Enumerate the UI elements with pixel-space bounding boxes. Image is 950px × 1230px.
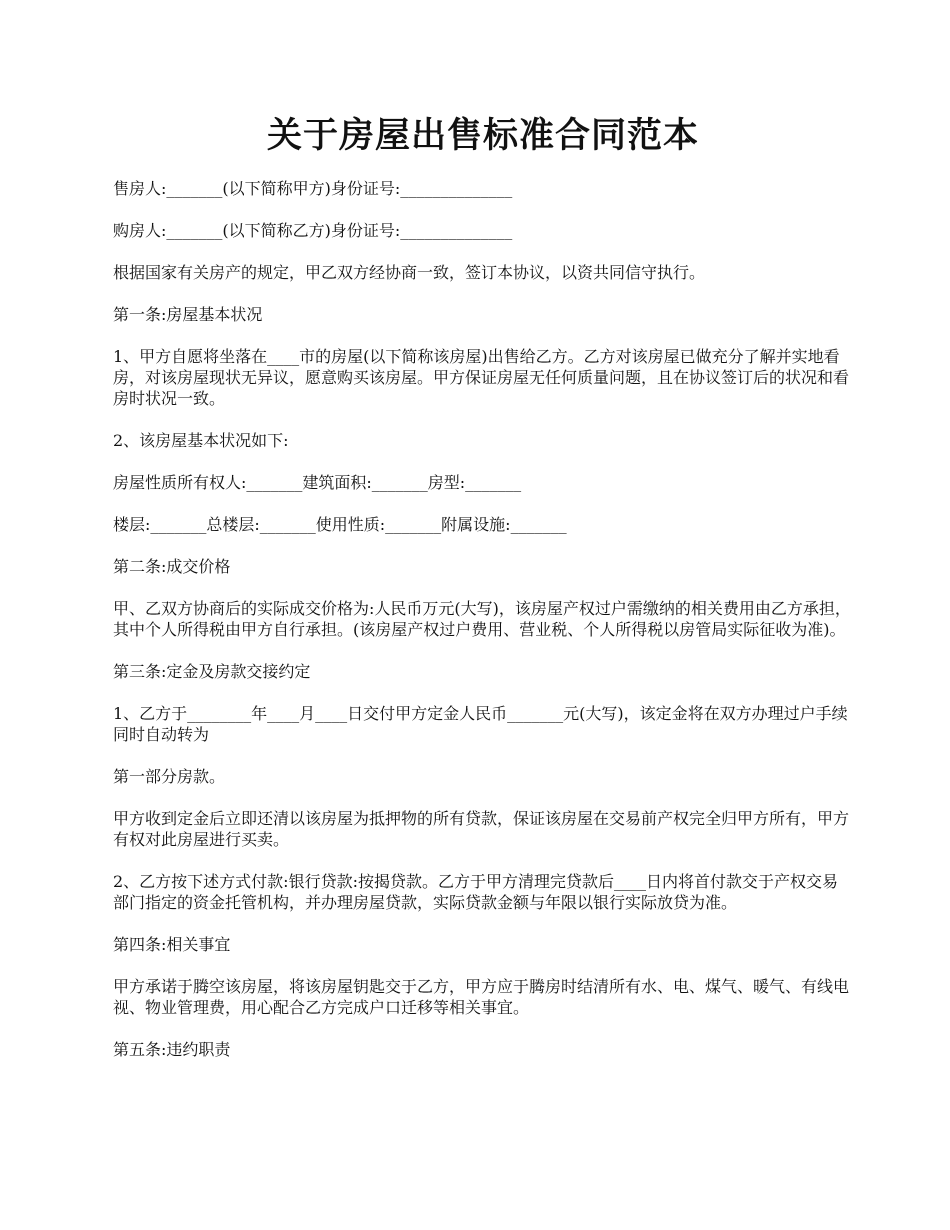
article-1-clause-1: 1、甲方自愿将坐落在____市的房屋(以下简称该房屋)出售给乙方。乙方对该房屋已做充分了解并实地看房，对该房屋现状无异议，愿意购买该房屋。甲方保证房屋无任何质量问题，且在协议签订后的状况和看房时状况一致。 [113, 347, 850, 408]
article-3-deposit-body: 甲方收到定金后立即还清以该房屋为抵押物的所有贷款，保证该房屋在交易前产权完全归甲方所有，甲方有权对此房屋进行买卖。 [113, 809, 850, 849]
article-3-clause-2: 2、乙方按下述方式付款:银行贷款:按揭贷款。乙方于甲方清理完贷款后____日内将首付款交于产权交易部门指定的资金托管机构，并办理房屋贷款，实际贷款金额与年限以银行实际放贷为准。 [113, 872, 838, 912]
article-2-body: 甲、乙双方协商后的实际成交价格为:人民币万元(大写)，该房屋产权过户需缴纳的相关费用由乙方承担，其中个人所得税由甲方自行承担。(该房屋产权过户费用、营业税、个人所得税以房管局实际征收为准)。 [113, 599, 851, 639]
article-4-heading: 第四条:相关事宜 [113, 935, 231, 954]
article-1-clause-2: 2、该房屋基本状况如下: [113, 431, 289, 450]
article-3-first-payment: 第一部分房款。 [113, 767, 226, 786]
seller-line: 售房人:_______(以下简称甲方)身份证号:______________ [113, 179, 513, 198]
preamble: 根据国家有关房产的规定，甲乙双方经协商一致，签订本协议，以资共同信守执行。 [113, 263, 706, 282]
property-floor-line: 楼层:_______总楼层:_______使用性质:_______附属设施:_______ [113, 515, 567, 534]
buyer-line: 购房人:_______(以下简称乙方)身份证号:______________ [113, 221, 513, 240]
property-ownership-line: 房屋性质所有权人:_______建筑面积:_______房型:_______ [113, 473, 522, 492]
article-3-heading: 第三条:定金及房款交接约定 [113, 662, 311, 681]
article-4-body: 甲方承诺于腾空该房屋，将该房屋钥匙交于乙方，甲方应于腾房时结清所有水、电、煤气、暖气、有线电视、物业管理费，用心配合乙方完成户口迁移等相关事宜。 [113, 977, 850, 1017]
article-1-heading: 第一条:房屋基本状况 [113, 305, 263, 324]
article-5-heading: 第五条:违约职责 [113, 1040, 231, 1059]
document-page [113, 108, 853, 1081]
document-title: 关于房屋出售标准合同范本 [266, 115, 699, 156]
article-2-heading: 第二条:成交价格 [113, 557, 231, 576]
article-3-clause-1: 1、乙方于________年____月____日交付甲方定金人民币_______元(大写)，该定金将在双方办理过户手续同时自动转为 [113, 704, 848, 744]
